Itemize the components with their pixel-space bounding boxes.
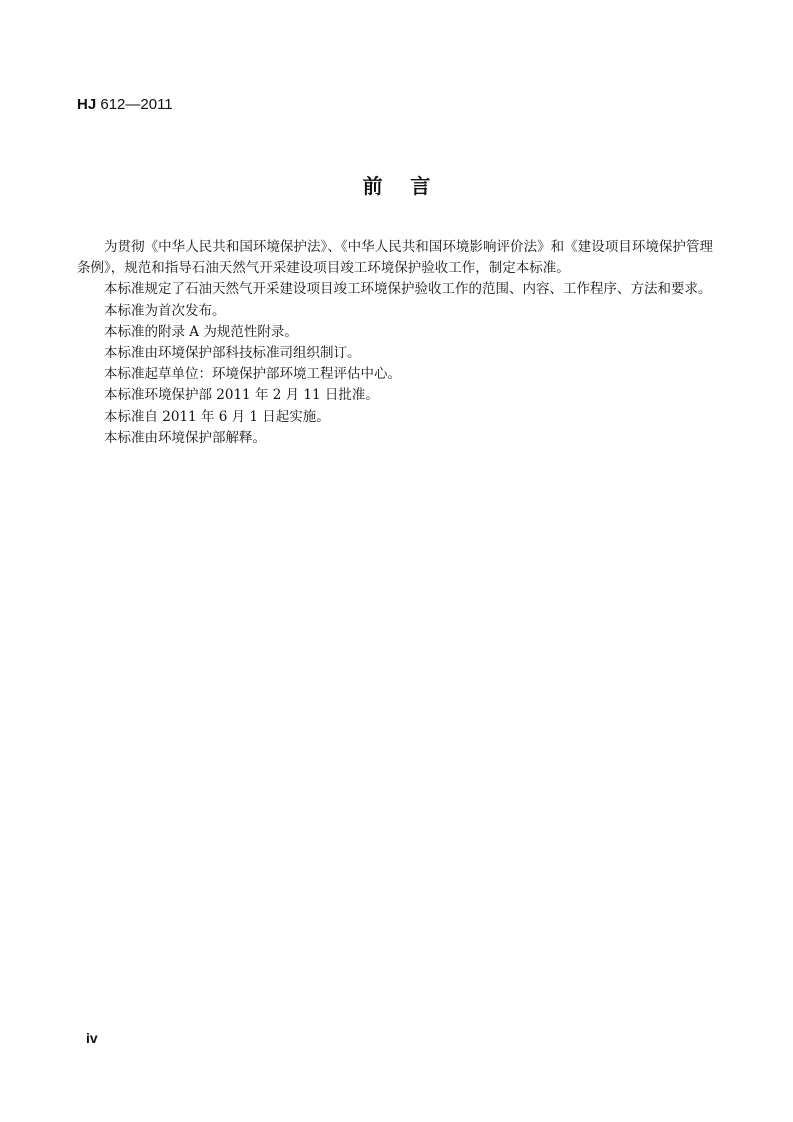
page-number: iv (86, 1030, 98, 1046)
paragraph-organizer: 本标准由环境保护部科技标准司组织制订。 (104, 345, 361, 362)
paragraph-interpretation: 本标准由环境保护部解释。 (104, 429, 266, 446)
paragraph-first-release: 本标准为首次发布。 (104, 302, 226, 319)
standard-code-number: 612—2011 (96, 96, 173, 113)
paragraph-purpose: 为贯彻《中华人民共和国环境保护法》、《中华人民共和国环境影响评价法》和《建设项目环境保护管理条例》，规范和指导石油天然气开采建设项目竣工环境保护验收工作，制定本标准。 (77, 239, 713, 277)
foreword-body (77, 237, 713, 449)
standard-code-prefix: HJ (77, 96, 97, 113)
paragraph-appendix: 本标准的附录 A 为规范性附录。 (104, 323, 298, 340)
paragraph-approval-date: 本标准环境保护部 2011 年 2 月 11 日批准。 (104, 387, 379, 404)
paragraph-scope: 本标准规定了石油天然气开采建设项目竣工环境保护验收工作的范围、内容、工作程序、方法和要求。 (104, 281, 712, 298)
page-title: 前 言 (362, 174, 431, 198)
standard-code (77, 95, 173, 115)
paragraph-drafter: 本标准起草单位：环境保护部环境工程评估中心。 (104, 366, 401, 383)
paragraph-effective-date: 本标准自 2011 年 6 月 1 日起实施。 (104, 408, 330, 425)
